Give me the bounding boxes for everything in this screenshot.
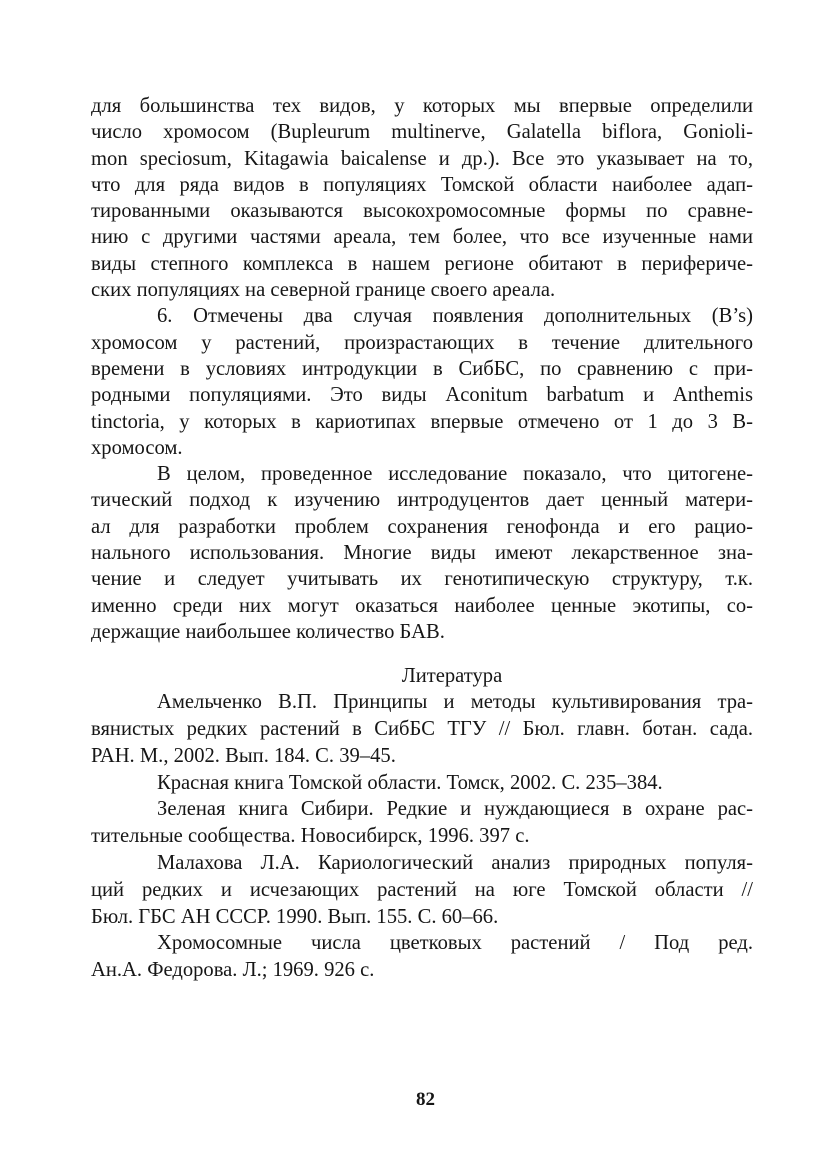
text-line: хромосом у растений, произрастающих в течение длительного <box>91 331 753 354</box>
reference-line: Красная книга Томской области. Томск, 2002. С. 235–384. <box>157 771 663 794</box>
text-line: тированными оказываются высокохромосомные формы по сравне- <box>91 200 753 223</box>
text-line: хромосом. <box>91 436 183 459</box>
text-line: родными популяциями. Это виды Aconitum barbatum и Anthemis <box>91 384 753 407</box>
text-line: для большинства тех видов, у которых мы впервые определили <box>91 95 753 117</box>
text-line: tinctoria, у которых в кариотипах впервые отмечено от 1 до 3 В- <box>91 410 753 433</box>
page-body <box>91 93 753 984</box>
text-line: 6. Отмечены два случая появления дополнительных (B’s) <box>157 305 753 328</box>
reference-line: ций редких и исчезающих растений на юге Томской области // <box>91 878 753 901</box>
text-line: нию с другими частями ареала, тем более, что все изученные нами <box>91 226 753 249</box>
reference-item <box>91 689 753 769</box>
reference-line: Малахова Л.А. Кариологический анализ природных популя- <box>157 852 753 875</box>
reference-item <box>91 930 753 984</box>
reference-line: Ан.А. Федорова. Л.; 1969. 926 с. <box>91 959 375 982</box>
paragraph-conclusion <box>91 461 753 645</box>
text-line: виды степного комплекса в нашем регионе обитают в перифериче- <box>91 252 753 275</box>
text-line: именно среди них могут оказаться наиболее ценные экотипы, со- <box>91 594 753 617</box>
section-gap <box>91 645 753 663</box>
page-number: 82 <box>416 1089 435 1110</box>
reference-item <box>91 850 753 930</box>
text-line: mon speciosum, Kitagawia baicalense и др.). Все это указывает на то, <box>91 147 753 170</box>
text-line: В целом, проведенное исследование показало, что цитогене- <box>157 463 753 486</box>
text-line: держащие наибольшее количество БАВ. <box>91 620 445 643</box>
reference-list <box>91 689 753 984</box>
reference-line: тительные сообщества. Новосибирск, 1996. 397 с. <box>91 825 530 848</box>
text-line: чение и следует учитывать их генотипическую структуру, т.к. <box>91 568 753 591</box>
text-line: времени в условиях интродукции в СибБС, по сравнению с при- <box>91 357 753 380</box>
reference-line: РАН. М., 2002. Вып. 184. С. 39–45. <box>91 744 396 767</box>
literature-heading: Литература <box>401 665 503 688</box>
text-line: ских популяциях на северной границе своего ареала. <box>91 279 556 302</box>
reference-item <box>91 796 753 850</box>
text-line: ал для разработки проблем сохранения генофонда и его рацио- <box>91 515 753 538</box>
paragraph-continuation <box>91 93 753 303</box>
text-line: число хромосом (Bupleurum multinerve, Galatella biflora, Gonioli- <box>91 121 753 144</box>
reference-line: вянистых редких растений в СибБС ТГУ // Бюл. главн. ботан. сада. <box>91 718 753 741</box>
paragraph-item-6 <box>91 303 753 461</box>
text-line: нального использования. Многие виды имеют лекарственное зна- <box>91 542 753 565</box>
reference-line: Бюл. ГБС АН СССР. 1990. Вып. 155. С. 60–66. <box>91 905 499 928</box>
text-line: что для ряда видов в популяциях Томской области наиболее адап- <box>91 173 753 196</box>
reference-line: Зеленая книга Сибири. Редкие и нуждающиеся в охране рас- <box>157 798 753 821</box>
reference-line: Хромосомные числа цветковых растений / Под ред. <box>157 932 753 955</box>
reference-line: Амельченко В.П. Принципы и методы культивирования тра- <box>157 691 753 714</box>
reference-item <box>91 770 753 797</box>
text-line: тический подход к изучению интродуцентов дает ценный матери- <box>91 489 753 512</box>
